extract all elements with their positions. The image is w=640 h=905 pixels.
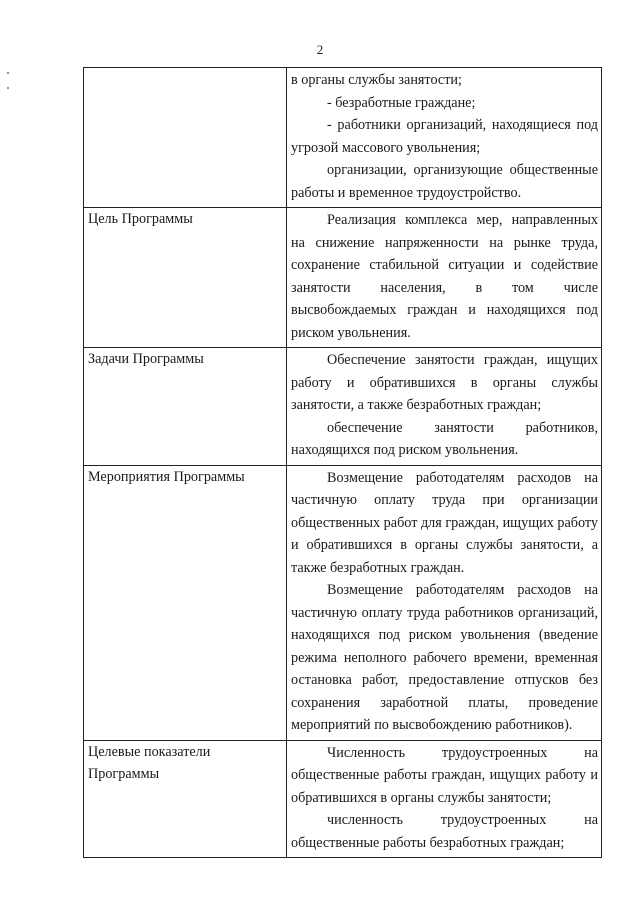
row-label-text: Целевые показатели Программы — [88, 743, 211, 782]
row-label — [84, 208, 287, 348]
content-paragraph: организации, организующие общественные работы и временное трудоустройство. — [291, 162, 598, 201]
row-content — [287, 740, 602, 858]
scan-speck — [7, 72, 9, 74]
scan-speck — [7, 87, 9, 89]
row-label-text: Мероприятия Программы — [88, 468, 245, 485]
row-label — [84, 68, 287, 208]
table-row — [84, 348, 602, 466]
row-label — [84, 740, 287, 858]
content-paragraph: - работники организаций, находящиеся под угрозой массового увольнения; — [291, 117, 598, 156]
row-label-text: Цель Программы — [88, 211, 193, 227]
content-paragraph: Обеспечение занятости граждан, ищущих работу и обратившихся в органы службы занятости, а также безработных граждан; — [291, 352, 598, 413]
content-paragraph: Возмещение работодателям расходов на частичную оплату труда работников организаций, находящихся под риском увольнения (введение режима неполного рабочего времени, временная остановка работ, предоставление отпусков без сохранения заработной платы, проведение мероприятий по высвобождению работников). — [291, 582, 598, 733]
row-label — [84, 465, 287, 740]
row-content — [287, 465, 602, 740]
row-label — [84, 348, 287, 466]
row-content — [287, 68, 602, 208]
content-paragraph: Численность трудоустроенных на общественные работы граждан, ищущих работу и обратившихся в органы службы занятости; — [291, 744, 598, 806]
page-number: 2 — [316, 42, 324, 57]
row-content — [287, 208, 602, 348]
content-paragraph: Возмещение работодателям расходов на частичную оплату труда при организации общественных работ для граждан, ищущих работу и обратившихся в органы службы занятости, а также безработных граждан. — [291, 469, 598, 576]
content-paragraph: - безработные граждане; — [327, 94, 476, 111]
content-paragraph: в органы службы занятости; — [291, 72, 462, 88]
table-row — [84, 740, 602, 858]
row-content — [287, 348, 602, 466]
program-passport-table — [83, 67, 602, 858]
content-paragraph: обеспечение занятости работников, находящихся под риском увольнения. — [291, 419, 598, 458]
row-label-text: Задачи Программы — [88, 351, 204, 367]
content-paragraph: Реализация комплекса мер, направленных на снижение напряженности на рынке труда, сохранение стабильной ситуации и содействие занятости населения, в том числе высвобождаемых граждан и находящихся под риском увольнения. — [291, 212, 598, 341]
table-row — [84, 208, 602, 348]
table-row — [84, 68, 602, 208]
content-paragraph: численность трудоустроенных на общественные работы безработных граждан; — [291, 812, 598, 851]
table-row — [84, 465, 602, 740]
